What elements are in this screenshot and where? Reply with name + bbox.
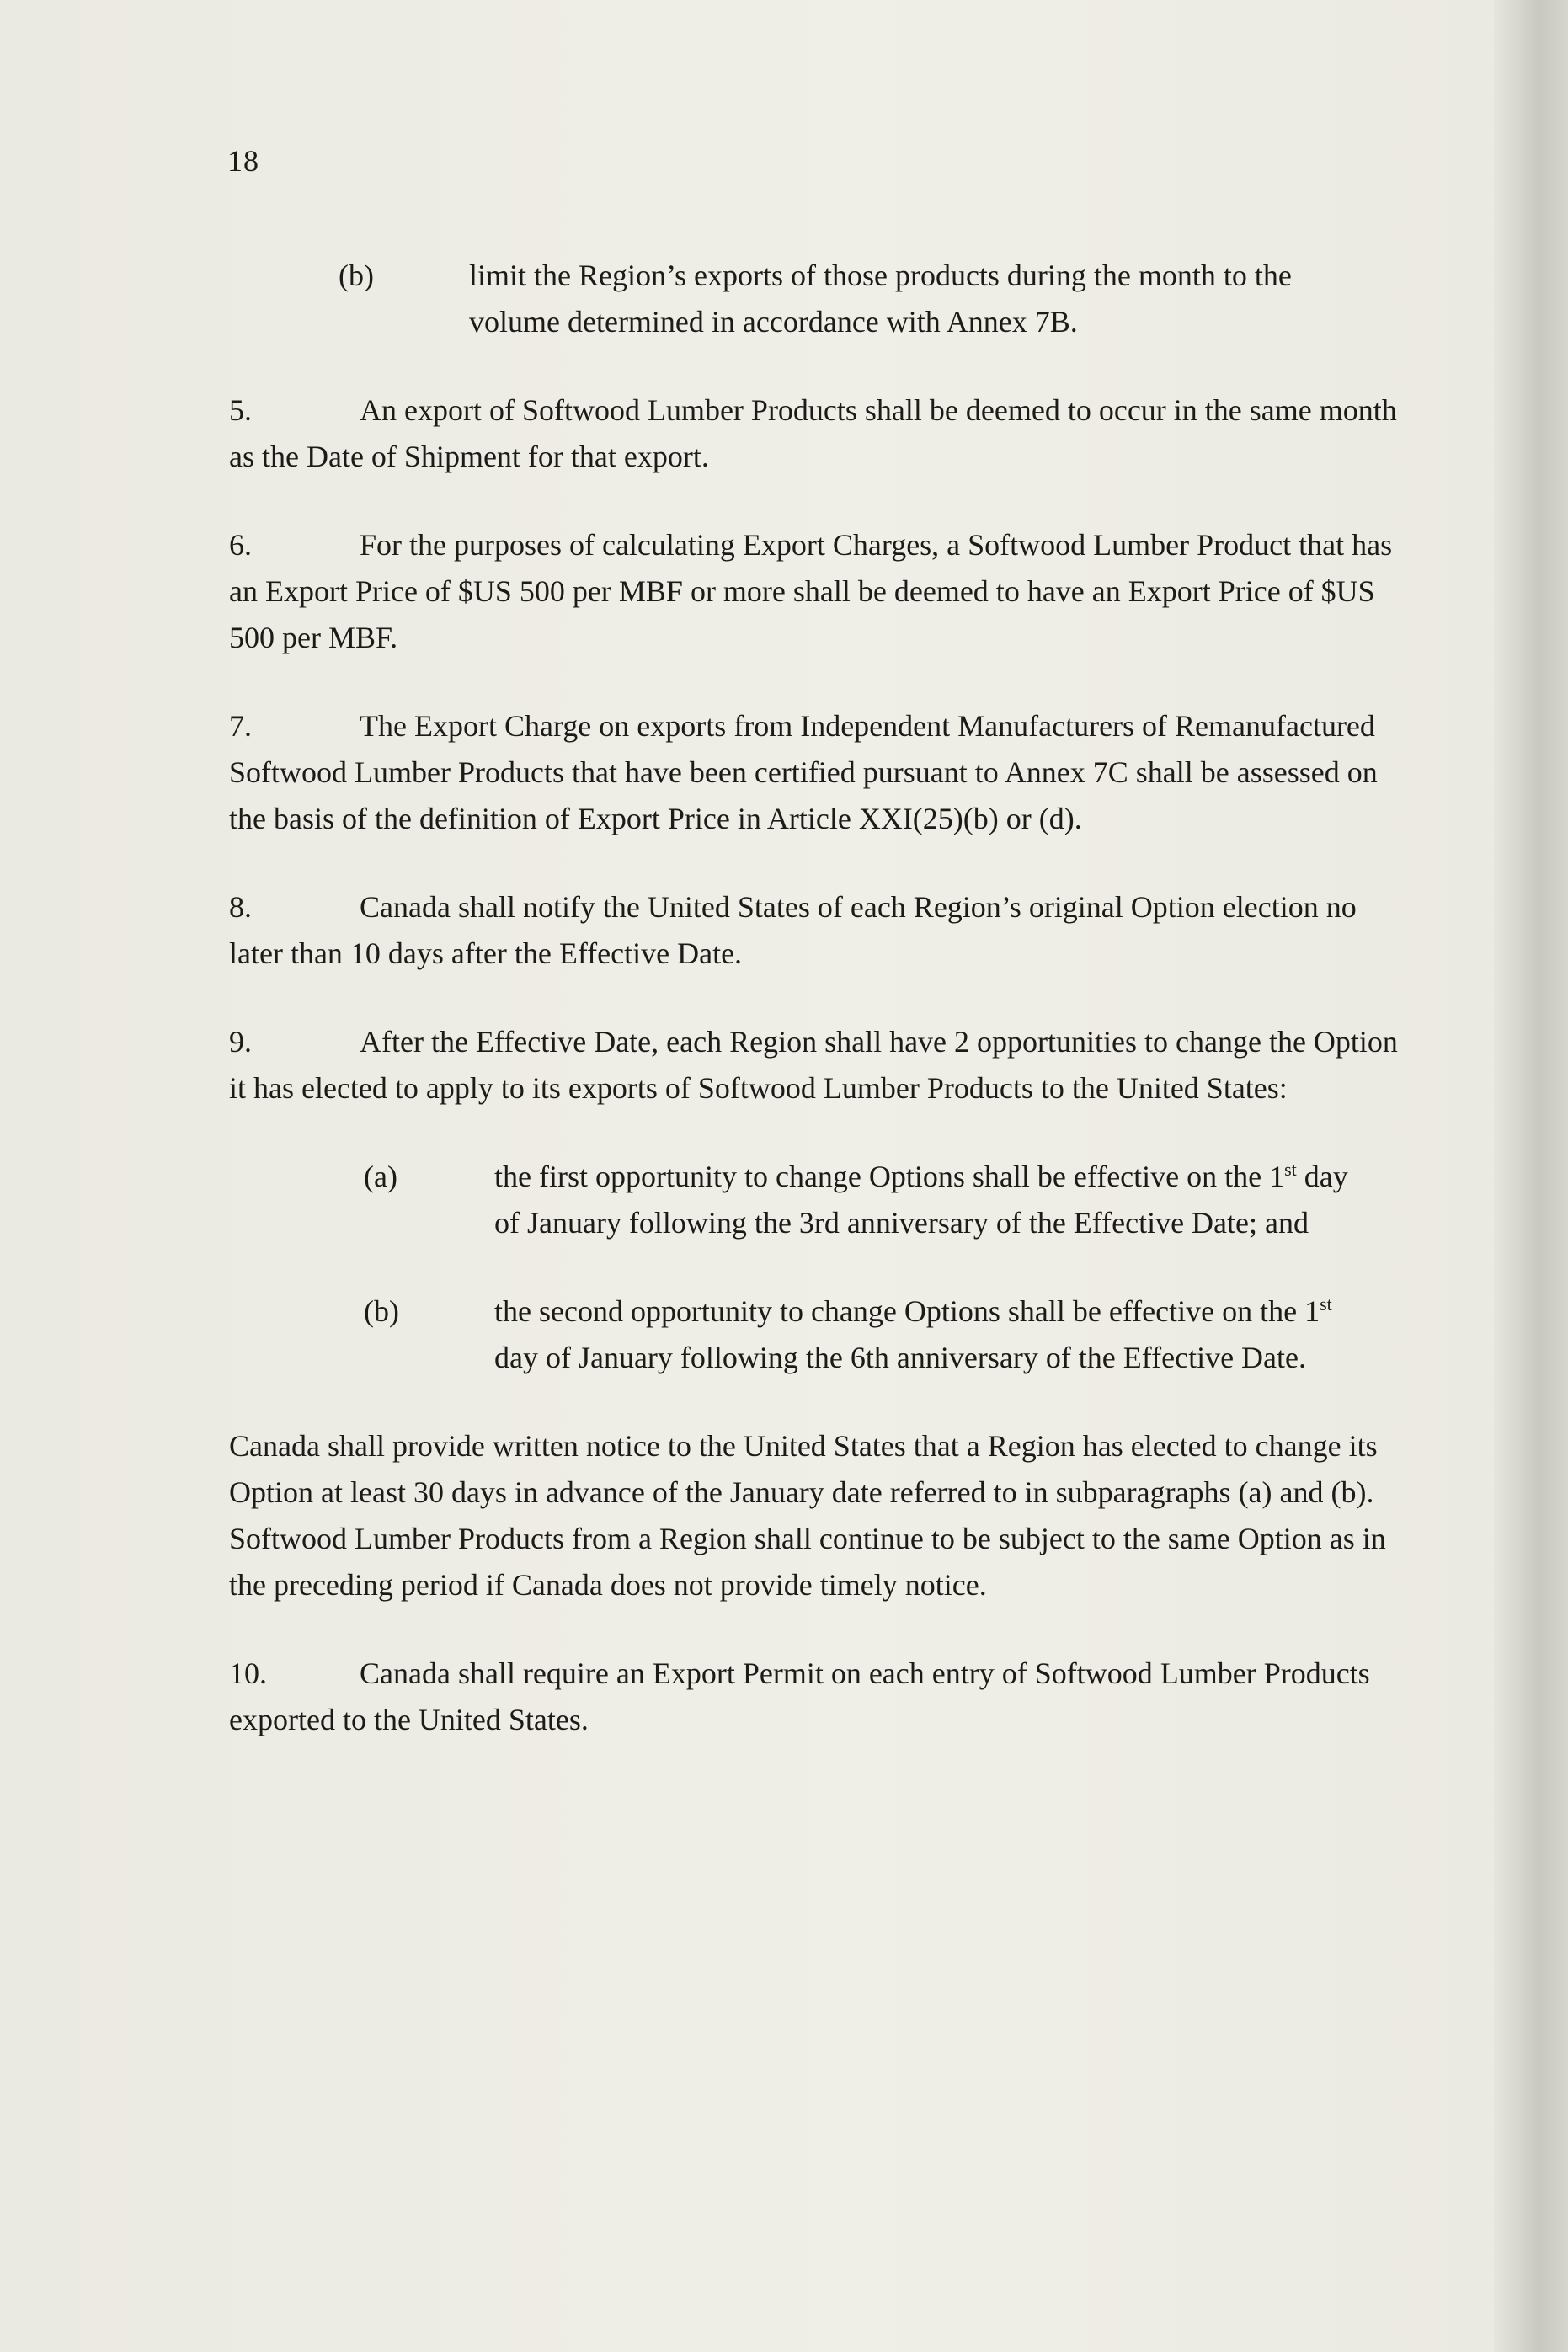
subparagraph-marker: (b)	[364, 1294, 399, 1328]
paragraph-text: Canada shall provide written notice to the United States that a Region has elected to change its Option at least 30 days in advance of the January date referred to in subparagraphs (a) and (b). Softwood Lumber Products from a Region shall continue to be subject to the same Option as in the preceding period if Canada does not provide timely notice.	[229, 1429, 1386, 1602]
subparagraph-text: the second opportunity to change Options shall be effective on the 1st day of January following the 6th anniversary of the Effective Date.	[494, 1293, 1332, 1374]
paragraph-5	[229, 387, 1408, 480]
paragraph-text: An export of Softwood Lumber Products shall be deemed to occur in the same month as the Date of Shipment for that export.	[229, 393, 1397, 473]
subparagraph-b-continued	[212, 253, 1408, 345]
paragraph-8	[229, 884, 1408, 977]
paragraph-text: Canada shall notify the United States of each Region’s original Option election no later than 10 days after the Effective Date.	[229, 890, 1357, 970]
subparagraph-b	[229, 1288, 1408, 1381]
subparagraph-marker: (b)	[339, 259, 374, 292]
paragraph-text: The Export Charge on exports from Independent Manufacturers of Remanufactured Softwood Lumber Products that have been certified pursuant to Annex 7C shall be assessed on the basis of the definition of Export Price in Article XXI(25)(b) or (d).	[229, 709, 1378, 835]
paragraph-text: Canada shall require an Export Permit on each entry of Softwood Lumber Products exported to the United States.	[229, 1656, 1370, 1736]
paragraph-text: After the Effective Date, each Region shall have 2 opportunities to change the Option it has elected to apply to its exports of Softwood Lumber Products to the United States:	[229, 1025, 1398, 1105]
paragraph-number: 5.	[229, 393, 252, 427]
paragraph-10	[229, 1651, 1408, 1743]
ordinal-suffix: st	[1284, 1159, 1297, 1180]
subparagraph-text: limit the Region’s exports of those products during the month to the volume determined in accordance with Annex 7B.	[469, 259, 1292, 339]
document-body	[229, 253, 1408, 1785]
paragraph-7	[229, 703, 1408, 842]
subparagraph-a	[229, 1154, 1408, 1246]
paragraph-number: 6.	[229, 528, 252, 562]
paragraph-number: 10.	[229, 1656, 267, 1690]
paragraph-number: 7.	[229, 709, 252, 743]
subparagraph-marker: (a)	[364, 1160, 397, 1193]
subparagraph-text: the first opportunity to change Options shall be effective on the 1st day of January following the 3rd anniversary of the Effective Date; and	[494, 1159, 1348, 1240]
paragraph-text: For the purposes of calculating Export Charges, a Softwood Lumber Product that has an Export Price of $US 500 per MBF or more shall be deemed to have an Export Price of $US 500 per MBF.	[229, 528, 1393, 654]
paragraph-number: 8.	[229, 890, 252, 924]
paragraph-9	[229, 1019, 1408, 1112]
paragraph-6	[229, 522, 1408, 661]
page-number: 18	[227, 144, 259, 178]
book-spine-shadow	[1494, 0, 1568, 2352]
paragraph-9-continuation	[229, 1423, 1408, 1608]
ordinal-suffix: st	[1320, 1293, 1332, 1315]
paragraph-number: 9.	[229, 1025, 252, 1059]
